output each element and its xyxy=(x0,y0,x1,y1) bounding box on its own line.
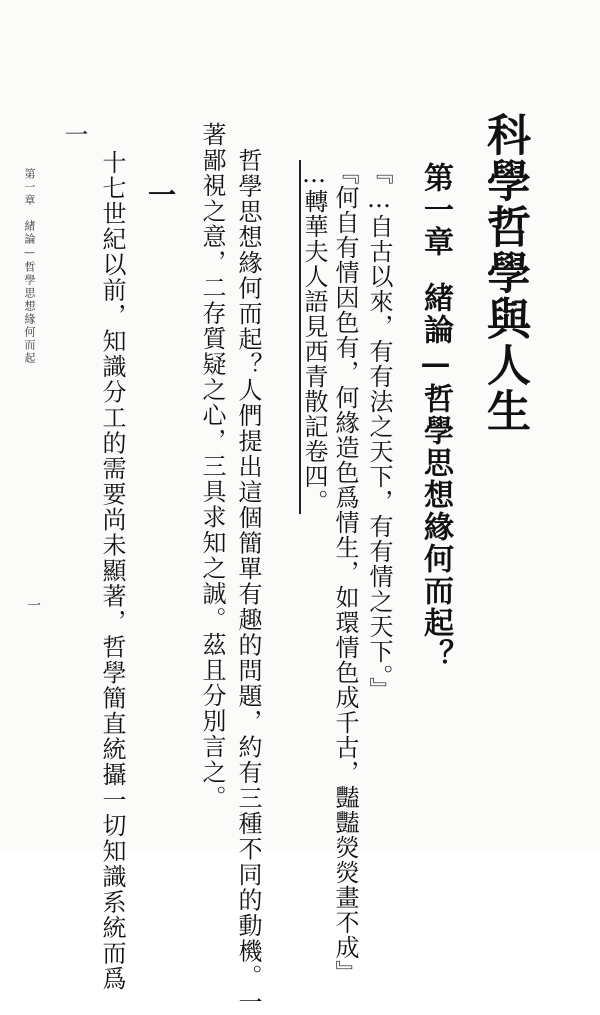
intro-paragraph-line-2: 著鄙視之意，二存質疑之心，三具求知之誠。茲且分別言之。 xyxy=(198,122,226,811)
section-paragraph-line-1: 十七世紀以前，知識分工的需要尚未顯著，哲學簡直統攝一切知識系統而爲 xyxy=(98,150,126,992)
epigraph-attribution: …轉華夫人語見西青散記卷四。 xyxy=(300,160,328,514)
chapter-label: 第一章 xyxy=(418,162,453,258)
intro-paragraph-line-1: 哲學思想緣何而起？人們提出這個簡單有趣的問題，約有三種不同的動機。一 xyxy=(234,148,262,1015)
running-header: 第一章 緒論—哲學思想緣何而起 xyxy=(23,168,36,365)
chapter-heading xyxy=(418,162,453,671)
epigraph-line-2: 『何自有情因色有，何緣造色爲情生，如環情色成千古，豔豔熒熒畫不成』 xyxy=(331,160,359,985)
section-number: 一 xyxy=(144,180,177,208)
book-title: 科學哲學與人生 xyxy=(479,112,530,434)
section-paragraph-line-2: 一 xyxy=(60,122,88,148)
chapter-title: 緒論—哲學思想緣何而起？ xyxy=(418,282,453,671)
epigraph-line-1: 『…自古以來，有有法之天下，有有情之天下。』 xyxy=(365,160,393,702)
page-number: 一 xyxy=(25,598,41,612)
epigraph-attribution-column xyxy=(299,160,326,514)
